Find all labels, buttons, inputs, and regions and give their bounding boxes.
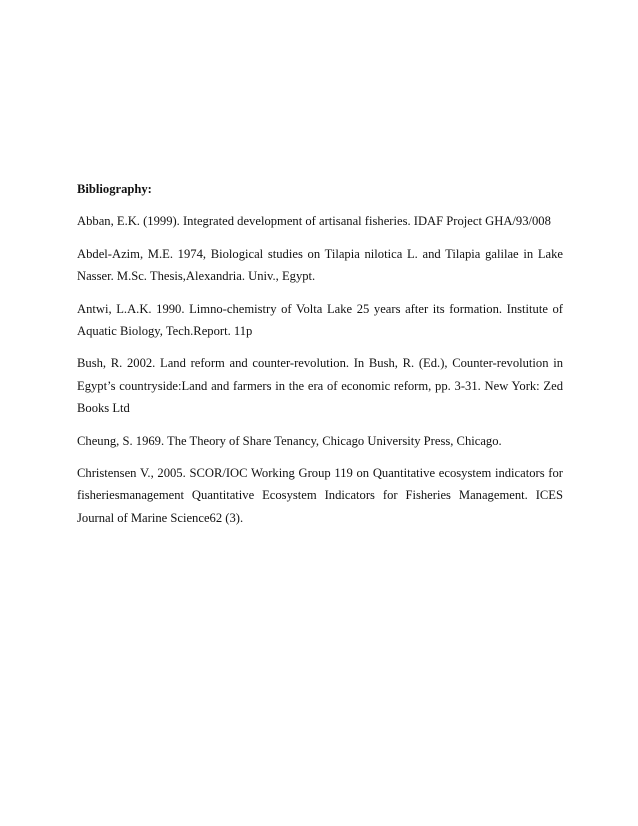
bibliography-entry: Abdel-Azim, M.E. 1974, Biological studies on Tilapia nilotica L. and Tilapia galilae in Lake Nasser. M.Sc. Thesis,Alexandria. Univ., Egypt. [77,246,563,284]
bibliography-entry: Cheung, S. 1969. The Theory of Share Tenancy, Chicago University Press, Chicago. [77,433,502,448]
bibliography-entry: Antwi, L.A.K. 1990. Limno-chemistry of Volta Lake 25 years after its formation. Institute of Aquatic Biology, Tech.Report. 11p [77,301,563,339]
bibliography-heading: Bibliography: [77,182,152,196]
bibliography-section [77,178,563,539]
bibliography-entry: Abban, E.K. (1999). Integrated development of artisanal fisheries. IDAF Project GHA/93/008 [77,214,551,229]
bibliography-entry: Christensen V., 2005. SCOR/IOC Working Group 119 on Quantitative ecosystem indicators for fisheriesmanagement Quantitative Ecosystem Indicators for Fisheries Management. ICES Journal of Marine Science62 (3). [77,466,563,525]
bibliography-entry: Bush, R. 2002. Land reform and counter-revolution. In Bush, R. (Ed.), Counter-revolution in Egypt’s countryside:Land and farmers in the era of economic reform, pp. 3-31. New York: Zed Books Ltd [77,356,563,416]
